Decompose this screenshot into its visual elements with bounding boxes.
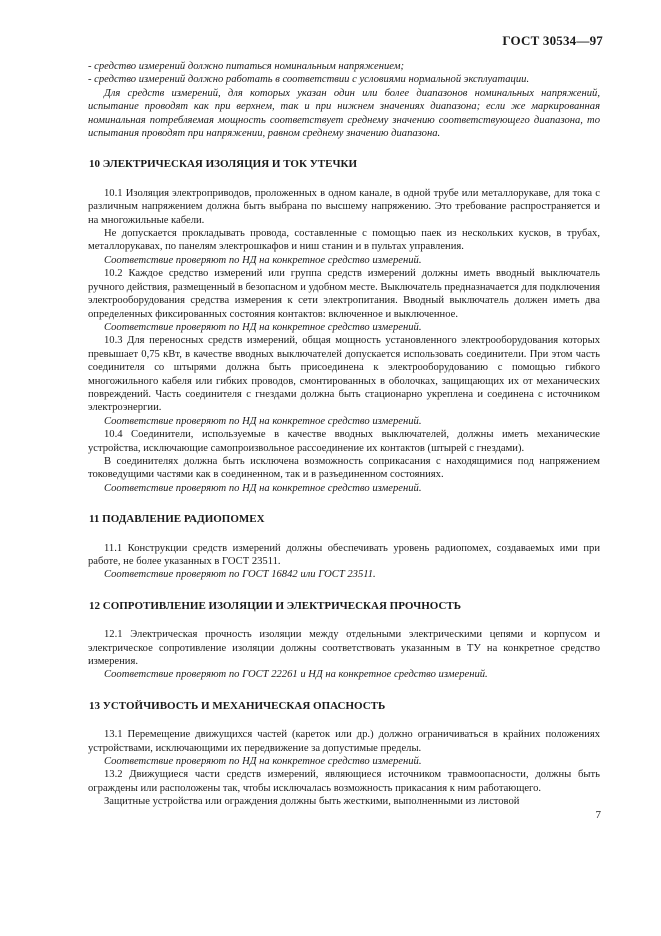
- compliance-note: Соответствие проверяют по НД на конкретное средство измерений.: [104, 756, 422, 768]
- compliance-note: Соответствие проверяют по НД на конкретное средство измерений.: [104, 482, 422, 494]
- paragraph: 10.4 Соединители, используемые в качестве вводных выключателей, должны иметь механические устройства, исключающие самопроизвольное рассоединение их контактов (штырей с гнездами).: [88, 429, 600, 454]
- paragraph: 13.1 Перемещение движущихся частей (кареток или др.) должно ограничиваться в крайних положениях устройствами, исключающими их передвижение за допустимые пределы.: [88, 729, 600, 754]
- document-body: [88, 60, 600, 809]
- paragraph: 11.1 Конструкции средств измерений должны обеспечивать уровень радиопомех, создаваемых ими при работе, не более указанных в ГОСТ 23511.: [88, 542, 600, 567]
- compliance-note: Соответствие проверяют по НД на конкретное средство измерений.: [104, 254, 422, 266]
- paragraph: 13.2 Движущиеся части средств измерений, являющиеся источником травмоопасности, должны быть ограждены или расположены так, чтобы исключалась возможность прикасания к ним работающего.: [88, 769, 600, 794]
- compliance-note: Соответствие проверяют по ГОСТ 16842 или ГОСТ 23511.: [104, 569, 376, 581]
- compliance-note: Соответствие проверяют по НД на конкретное средство измерений.: [104, 321, 422, 333]
- paragraph: Не допускается прокладывать провода, составленные с помощью паек из нескольких кусков, в трубах, металлорукавах, по панелям электрошкафов и ниш станин и в пультах управления.: [88, 228, 600, 253]
- paragraph: Защитные устройства или ограждения должны быть жесткими, выполненными из листовой: [104, 796, 520, 808]
- paragraph: 10.3 Для переносных средств измерений, общая мощность установленного электрооборудования которых превышает 0,75 кВт, в качестве вводных выключателей допускается использовать соединители. При этом часть соединителя со штырями должна быть присоединена к электрооборудованию с помощью гибкого многожильного кабеля или гибких проводов, смонтированных в оболочках, защищающих их от механических повреждений. Часть соединителя с гнездами должна быть стационарно укреплена и соединена с источником электроэнергии.: [88, 335, 600, 414]
- compliance-note: - средство измерений должно работать в соответствии с условиями нормальной эксплуатации.: [88, 74, 530, 86]
- compliance-note: Соответствие проверяют по НД на конкретное средство измерений.: [104, 415, 422, 427]
- section-heading: 12 СОПРОТИВЛЕНИЕ ИЗОЛЯЦИИ И ЭЛЕКТРИЧЕСКАЯ ПРОЧНОСТЬ: [89, 599, 462, 612]
- compliance-note: Соответствие проверяют по ГОСТ 22261 и НД на конкретное средство измерений.: [104, 669, 488, 681]
- section-heading: 13 УСТОЙЧИВОСТЬ И МЕХАНИЧЕСКАЯ ОПАСНОСТЬ: [89, 699, 386, 712]
- section-heading: 10 ЭЛЕКТРИЧЕСКАЯ ИЗОЛЯЦИЯ И ТОК УТЕЧКИ: [89, 158, 358, 171]
- paragraph: 10.1 Изоляция электроприводов, проложенных в одном канале, в одной трубе или металлорукаве, для тока с различным напряжением должна быть выбрана по высшему напряжению. Это требование распространяется и на многожильные кабели.: [88, 187, 600, 226]
- paragraph: В соединителях должна быть исключена возможность соприкасания с находящимися под напряжением токоведущими частями как в соединенном, так и в разъединенном состояниях.: [88, 455, 600, 481]
- document-header: ГОСТ 30534—97: [502, 33, 603, 48]
- page-number: 7: [595, 809, 601, 821]
- paragraph: 10.2 Каждое средство измерений или группа средств измерений должны иметь вводный выключатель ручного действия, размещенный в безопасном и удобном месте. Выключатель предназначается для подключения электрооборудования средства измерения к сети электропитания. Вводный выключатель должен иметь два определенных фиксированных состояния контактов: включенное и выключенное.: [88, 268, 600, 320]
- compliance-note: Для средств измерений, для которых указан один или более диапазонов номинальных напряжений, испытание проводят как при верхнем, так и при нижнем значениях диапазона; если же маркированная номинальная потребляемая мощность соответствует среднему значению соответствующего диапазона, то испытания проводят при напряжении, равном среднему значению диапазона.: [88, 87, 600, 140]
- paragraph: 12.1 Электрическая прочность изоляции между отдельными электрическими цепями и корпусом и электрическое сопротивление изоляции должны соответствовать указанным в ТУ на конкретное средство измерения.: [88, 629, 600, 668]
- section-heading: 11 ПОДАВЛЕНИЕ РАДИОПОМЕХ: [89, 513, 265, 526]
- compliance-note: - средство измерений должно питаться номинальным напряжением;: [88, 61, 405, 72]
